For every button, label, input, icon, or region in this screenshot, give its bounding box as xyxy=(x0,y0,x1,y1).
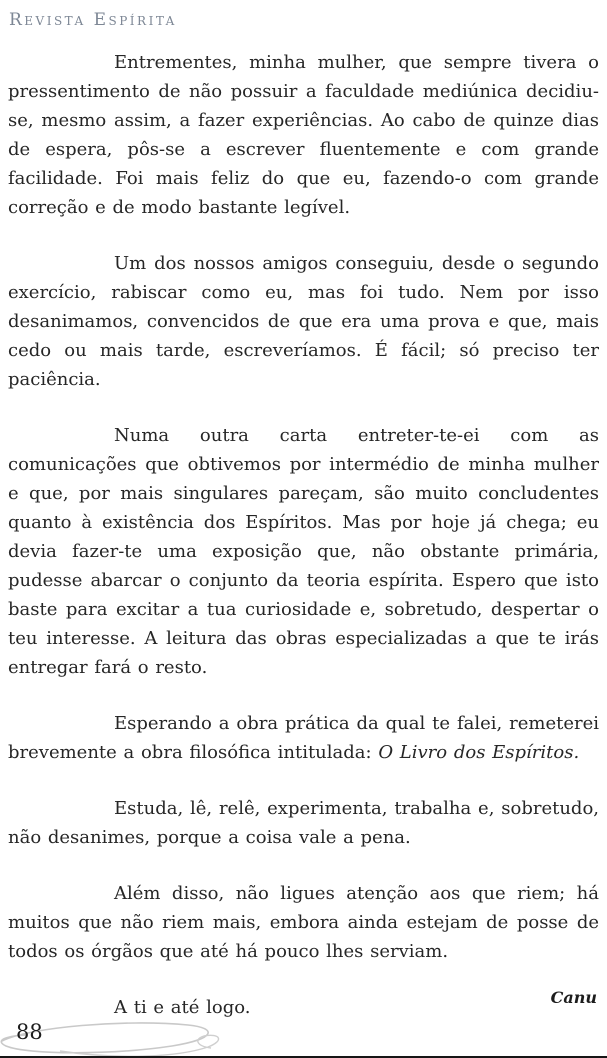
book-title-italic: O Livro dos Espíritos. xyxy=(378,742,580,763)
paragraph xyxy=(8,249,599,394)
paragraph xyxy=(8,421,599,682)
text-run: A ti e até logo. xyxy=(114,997,251,1018)
page-number: 88 xyxy=(16,1020,43,1044)
running-header-title: Revista Espírita xyxy=(9,10,177,30)
text-run: Além disso, não ligues atenção aos que riem; há muitos que não riem mais, embora ainda estejam de posse de todos os órgãos que até há pouco lhes serviam. xyxy=(8,883,599,962)
text-run: Um dos nossos amigos conseguiu, desde o segundo exercício, rabiscar como eu, mas foi tudo. Nem por isso desanimamos, convencidos de que era uma prova e que, mais cedo ou mais tarde, escreveríamos. É fácil; só preciso ter paciência. xyxy=(8,253,599,390)
text-run: Esperando a obra prática da qual te falei, remeterei brevemente a obra filosófica intitulada: xyxy=(8,713,599,763)
paragraph xyxy=(8,794,599,852)
paragraph xyxy=(8,709,599,767)
paragraph xyxy=(8,48,599,222)
text-run: Entrementes, minha mulher, que sempre tivera o pressentimento de não possuir a faculdade mediúnica decidiu-se, mesmo assim, a fazer experiências. Ao cabo de quinze dias de espera, pôs-se a escrever fluentemente e com grande facilidade. Foi mais feliz do que eu, fazendo-o com grande correção e de modo bastante legível. xyxy=(8,52,599,218)
text-run: Numa outra carta entreter-te-ei com as comunicações que obtivemos por intermédio de minha mulher e que, por mais singulares pareçam, são muito concludentes quanto à existência dos Espíritos. Mas por hoje já chega; eu devia fazer-te uma exposição que, não obstante primária, pudesse abarcar o conjunto da teoria espírita. Espero que isto baste para excitar a tua curiosidade e, sobretudo, despertar o teu interesse. A leitura das obras especializadas a que te irás entregar fará o resto. xyxy=(8,425,599,678)
paragraph xyxy=(8,879,599,966)
text-run: Estuda, lê, relê, experimenta, trabalha e, sobretudo, não desanimes, porque a coisa vale a pena. xyxy=(8,798,599,848)
page-body-text xyxy=(8,48,599,1049)
author-signature: Canu xyxy=(550,988,597,1007)
